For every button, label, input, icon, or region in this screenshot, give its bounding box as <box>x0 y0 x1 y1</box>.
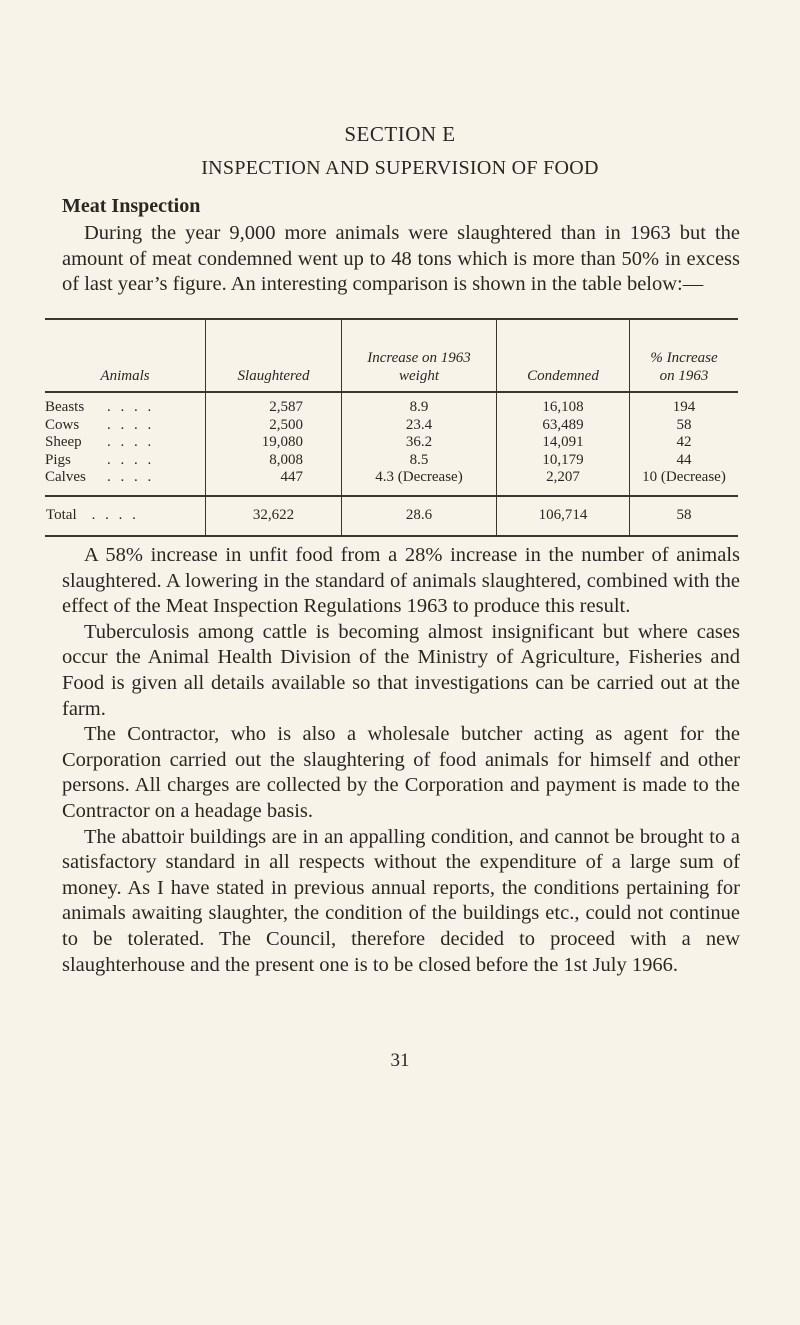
cell: 58 <box>630 496 739 536</box>
total-row <box>45 496 738 536</box>
table-row <box>45 434 738 452</box>
cell: 447 <box>206 469 342 496</box>
leader-dots: . . . . <box>91 506 139 523</box>
row-label: Pigs <box>45 451 71 468</box>
table-row <box>45 452 738 470</box>
col-header: Slaughtered <box>206 319 342 392</box>
paragraph: Tuberculosis among cattle is becoming almost insignificant but where cases occur the Animal Health Division of the Ministry of Agriculture, Fisheries and Food is given all details available so that investigations can be carried out at the farm. <box>62 620 740 720</box>
cell: 14,091 <box>497 434 630 452</box>
col-header: % Increase on 1963 <box>630 319 739 392</box>
page-title: INSPECTION AND SUPERVISION OF FOOD <box>201 157 599 179</box>
cell: 28.6 <box>342 496 497 536</box>
cell <box>45 434 206 452</box>
cell: 10 (Decrease) <box>630 469 739 496</box>
paragraph: The abattoir buildings are in an appalling condition, and cannot be brought to a satisfactory standard in all respects without the expenditure of a large sum of money. As I have stated in previous annual reports, the conditions pertaining for animals awaiting slaughter, the condition of the buildings etc., could not continue to be tolerated. The Council, therefore decided to proceed with a new slaughterhouse and the present one is to be closed before the 1st July 1966. <box>62 825 740 976</box>
intro-paragraph: During the year 9,000 more animals were slaughtered than in 1963 but the amount of meat condemned went up to 48 tons which is more than 50% in excess of last year’s figure. An interesting comparison is shown in the table below:— <box>62 222 740 296</box>
table-row <box>45 417 738 435</box>
cell: 2,587 <box>206 392 342 417</box>
row-label: Beasts <box>45 399 85 415</box>
cell: 23.4 <box>342 417 497 435</box>
leader-dots: . . . . <box>107 434 155 450</box>
col-header: Animals <box>45 319 206 392</box>
cell: 58 <box>630 417 739 435</box>
row-label: Sheep <box>45 434 82 450</box>
table-row <box>45 392 738 417</box>
paragraph: The Contractor, who is also a wholesale butcher acting as agent for the Corporation carried out the slaughtering of food animals for himself and other persons. All charges are collected by the Corporation and payment is made to the Contractor on a headage basis. <box>62 723 740 822</box>
row-label: Calves <box>45 469 86 485</box>
col-header: Condemned <box>497 319 630 392</box>
cell: 8.9 <box>342 392 497 417</box>
subheading: Meat Inspection <box>62 195 201 217</box>
table-header-row <box>45 319 738 392</box>
leader-dots: . . . . <box>107 416 155 433</box>
leader-dots: . . . . <box>107 451 155 468</box>
section-label: SECTION E <box>344 122 456 146</box>
cell: 194 <box>630 392 739 417</box>
cell <box>45 469 206 496</box>
cell: 32,622 <box>206 496 342 536</box>
body-text <box>62 543 740 978</box>
paragraph: A 58% increase in unfit food from a 28% increase in the number of animals slaughtered. A lowering in the standard of animals slaughtered, combined with the effect of the Meat Inspection Regulations 1963 to produce this result. <box>62 544 740 618</box>
cell: 16,108 <box>497 392 630 417</box>
row-label: Total <box>46 506 77 523</box>
table-row <box>45 469 738 496</box>
cell <box>45 452 206 470</box>
row-label: Cows <box>45 416 80 433</box>
cell: 4.3 (Decrease) <box>342 469 497 496</box>
cell: 2,500 <box>206 417 342 435</box>
cell: 42 <box>630 434 739 452</box>
leader-dots: . . . . <box>107 399 155 415</box>
leader-dots: . . . . <box>107 469 155 485</box>
cell: 106,714 <box>497 496 630 536</box>
col-header: Increase on 1963 weight <box>342 319 497 392</box>
cell: 8,008 <box>206 452 342 470</box>
cell: 63,489 <box>497 417 630 435</box>
cell: 8.5 <box>342 452 497 470</box>
cell <box>45 392 206 417</box>
cell: 10,179 <box>497 452 630 470</box>
cell <box>45 496 206 536</box>
cell <box>45 417 206 435</box>
cell: 2,207 <box>497 469 630 496</box>
cell: 36.2 <box>342 434 497 452</box>
page-number: 31 <box>390 1050 410 1071</box>
meat-inspection-table <box>45 318 738 537</box>
cell: 44 <box>630 452 739 470</box>
cell: 19,080 <box>206 434 342 452</box>
